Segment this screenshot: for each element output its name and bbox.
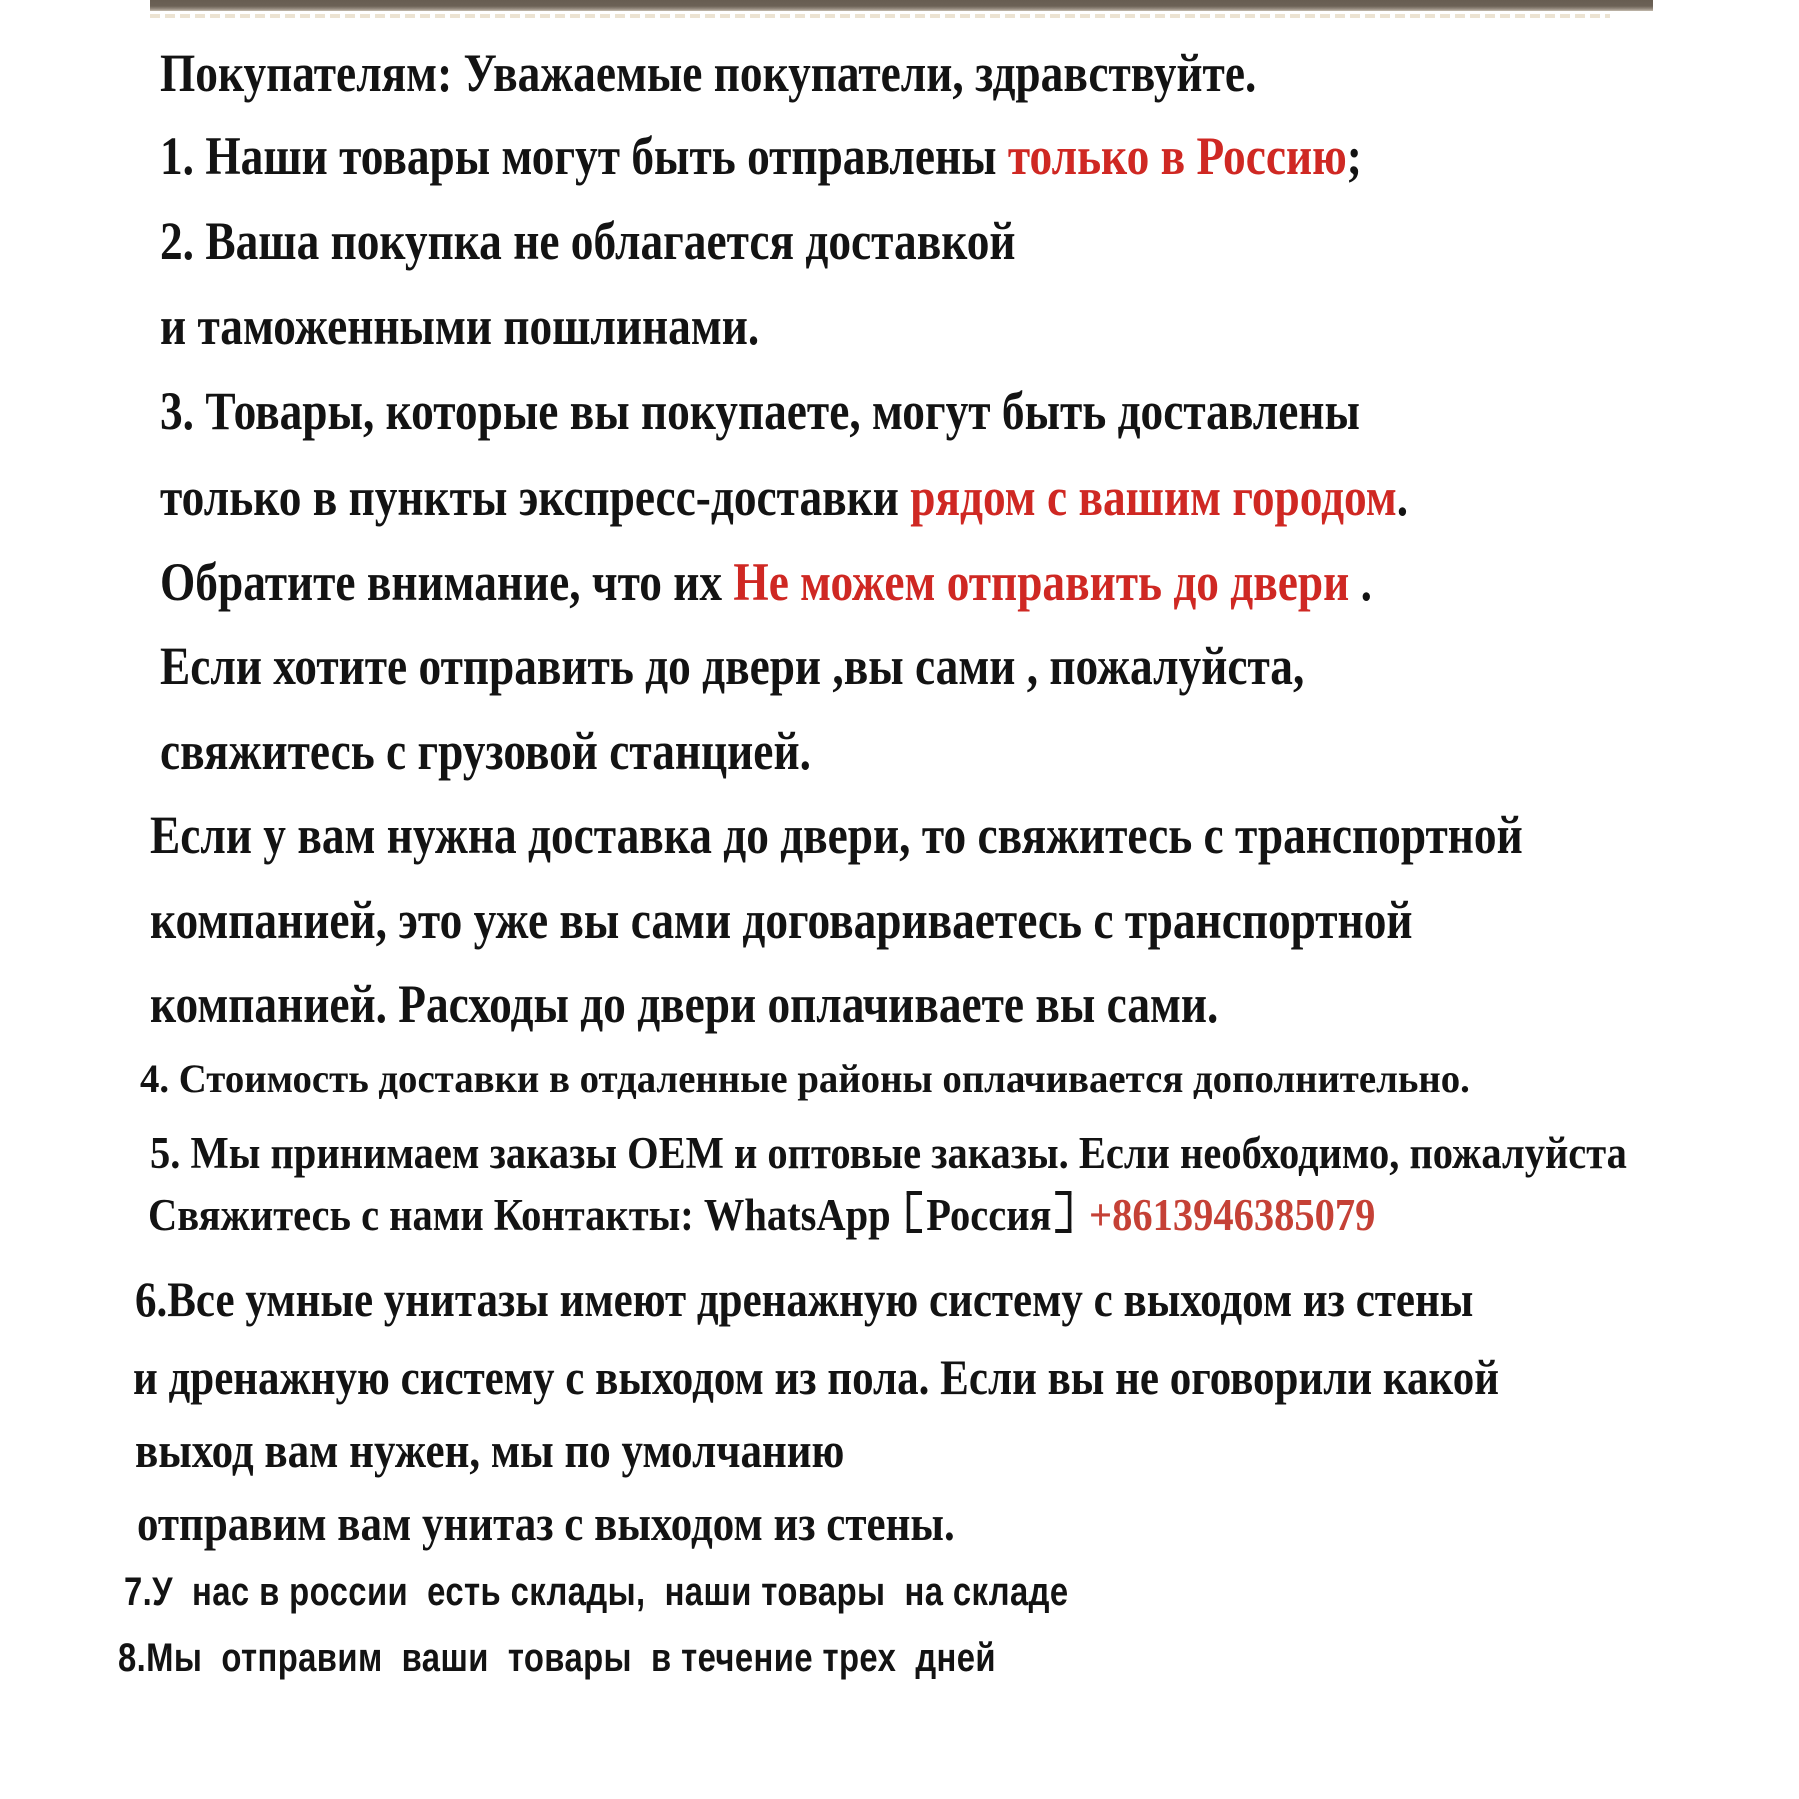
lenticular-bracket-open <box>906 1191 922 1233</box>
notice-line-3c <box>160 553 1372 611</box>
contact-prefix: Свяжитесь с нами Контакты: WhatsApp <box>148 1190 901 1241</box>
notice-line-7: 7.У нас в россии есть склады, наши товары на складе <box>124 1570 1069 1614</box>
notice-line-3b <box>160 468 1408 526</box>
notice-line-2: 2. Ваша покупка не облагается доставкой <box>160 211 1016 271</box>
notice-line-2b: и таможенными пошлинами. <box>160 296 760 356</box>
notice-line-3: 3. Товары, которые вы покупаете, могут быть доставлены <box>160 381 1360 441</box>
notice-line-5: 5. Мы принимаем заказы OEM и оптовые заказы. Если необходимо, пожалуйста <box>150 1128 1627 1178</box>
top-bar-dashed-line <box>150 14 1610 18</box>
highlight-near-your-city: рядом с вашим городом <box>910 467 1397 527</box>
greeting-line: Покупателям: Уважаемые покупатели, здравствуйте. <box>160 43 1257 103</box>
line-3c-text: Обратите внимание, что их <box>160 552 734 612</box>
notice-line-3g: компанией, это уже вы сами договариваетесь с транспортной <box>150 890 1413 950</box>
notice-line-6: 6.Все умные унитазы имеют дренажную систему с выходом из стены <box>135 1271 1474 1327</box>
highlight-only-to-russia: только в Россию <box>1007 126 1347 186</box>
highlight-no-door-delivery: Не можем отправить до двери <box>733 552 1350 612</box>
notice-line-8: 8.Мы отправим ваши товары в течение трех дней <box>118 1636 997 1680</box>
notice-line-1 <box>160 127 1362 185</box>
line-1-text: 1. Наши товары могут быть отправлены <box>160 126 1008 186</box>
notice-line-6c: выход вам нужен, мы по умолчанию <box>135 1422 845 1478</box>
notice-line-4: 4. Стоимость доставки в отдаленные районы оплачивается дополнительно. <box>140 1056 1470 1101</box>
notice-line-6d: отправим вам унитаз с выходом из стены. <box>137 1495 955 1551</box>
notice-line-3h: компанией. Расходы до двери оплачиваете вы сами. <box>150 974 1219 1034</box>
line-3b-text: только в пункты экспресс-доставки <box>160 467 911 527</box>
line-3b-punct: . <box>1396 467 1409 527</box>
lenticular-bracket-close <box>1055 1191 1071 1233</box>
notice-line-3f: Если у вам нужна доставка до двери, то свяжитесь с транспортной <box>150 805 1523 865</box>
contact-phone: +8613946385079 <box>1089 1190 1376 1241</box>
notice-line-3d: Если хотите отправить до двери ,вы сами , пожалуйста, <box>160 636 1305 696</box>
notice-line-6b: и дренажную систему с выходом из пола. Если вы не оговорили какой <box>133 1349 1500 1405</box>
notice-line-3e: свяжитесь с грузовой станцией. <box>160 721 811 781</box>
line-3c-punct: . <box>1349 552 1372 612</box>
notice-line-contact <box>148 1191 1375 1240</box>
contact-country: Россия <box>926 1190 1052 1241</box>
line-1-punct: ; <box>1346 126 1362 186</box>
top-bar <box>150 0 1653 11</box>
